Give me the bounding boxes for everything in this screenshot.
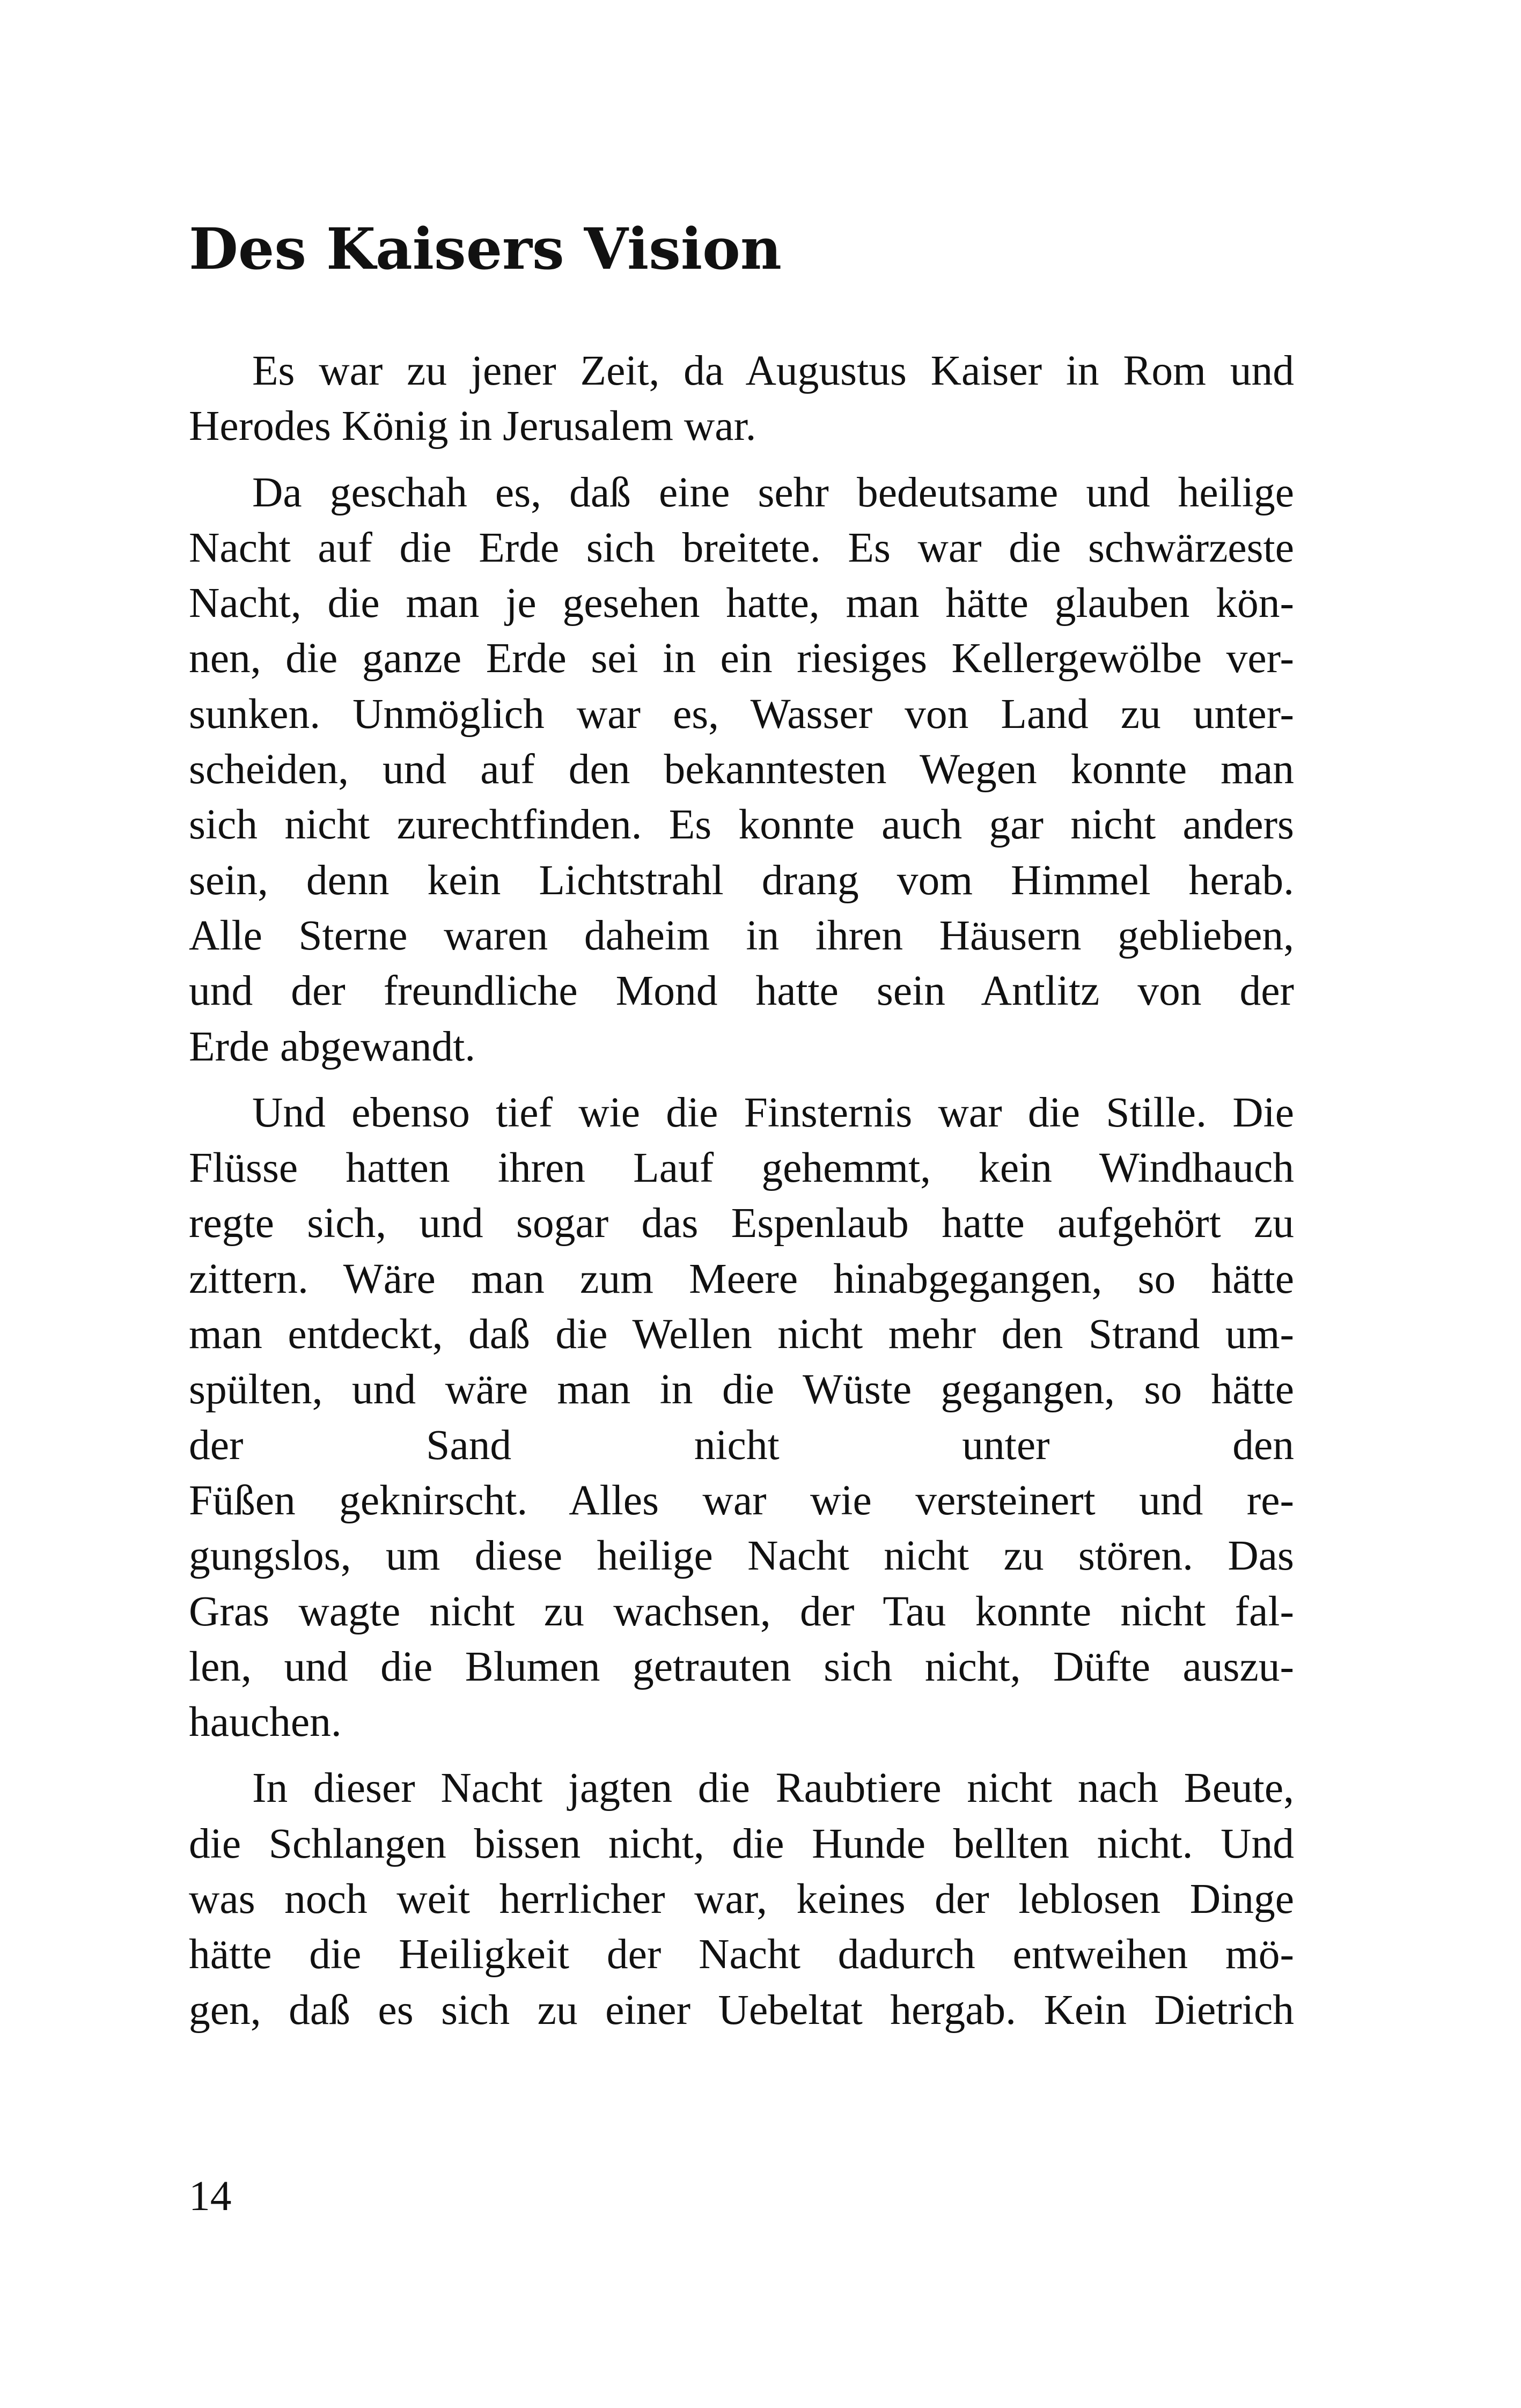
chapter-title: Des Kaisers Vision	[189, 215, 782, 282]
text-line: nen, die ganze Erde sei in ein riesiges Kellergewölbe ver-	[189, 635, 1294, 682]
text-line: gen, daß es sich zu einer Uebeltat hergab. Kein Dietrich	[189, 1986, 1294, 2034]
text-line: spülten, und wäre man in die Wüste gegangen, so hätte	[189, 1366, 1294, 1413]
text-line: sunken. Unmöglich war es, Wasser von Land zu unter-	[189, 690, 1294, 738]
text-line: und der freundliche Mond hatte sein Antlitz von der	[189, 967, 1294, 1015]
text-line: man entdeckt, daß die Wellen nicht mehr den Strand um-	[189, 1310, 1294, 1358]
paragraph-2	[189, 465, 1294, 1074]
text-line: Nacht, die man je gesehen hatte, man hätte glauben kön-	[189, 579, 1294, 627]
text-line: sein, denn kein Lichtstrahl drang vom Himmel herab.	[189, 856, 1294, 904]
text-line: was noch weit herrlicher war, keines der leblosen Dinge	[189, 1875, 1294, 1923]
paragraph-4	[189, 1761, 1294, 2037]
text-line: Es war zu jener Zeit, da Augustus Kaiser in Rom und	[252, 347, 1294, 394]
text-line: gungslos, um diese heilige Nacht nicht zu stören. Das	[189, 1532, 1294, 1580]
text-line: die Schlangen bissen nicht, die Hunde bellten nicht. Und	[189, 1820, 1294, 1867]
text-line: In dieser Nacht jagten die Raubtiere nicht nach Beute,	[252, 1764, 1294, 1812]
text-line: scheiden, und auf den bekanntesten Wegen konnte man	[189, 746, 1294, 793]
text-line: hätte die Heiligkeit der Nacht dadurch entweihen mö-	[189, 1931, 1294, 1978]
text-line: Nacht auf die Erde sich breitete. Es war die schwärzeste	[189, 524, 1294, 571]
text-line: Füßen geknirscht. Alles war wie versteinert und re-	[189, 1476, 1294, 1524]
text-line: zittern. Wäre man zum Meere hinabgegangen, so hätte	[189, 1255, 1294, 1302]
text-line: der Sand nicht unter den	[189, 1421, 1294, 1469]
text-line: Herodes König in Jerusalem war.	[189, 402, 756, 450]
page-number: 14	[189, 2173, 232, 2220]
text-line: Und ebenso tief wie die Finsternis war die Stille. Die	[252, 1088, 1294, 1136]
text-line: Alle Sterne waren daheim in ihren Häusern geblieben,	[189, 911, 1294, 959]
text-line: regte sich, und sogar das Espenlaub hatte aufgehört zu	[189, 1199, 1294, 1247]
paragraph-3	[189, 1085, 1294, 1750]
text-line: Erde abgewandt.	[189, 1022, 476, 1070]
text-line: Flüsse hatten ihren Lauf gehemmt, kein Windhauch	[189, 1144, 1294, 1192]
text-line: Da geschah es, daß eine sehr bedeutsame und heilige	[252, 468, 1294, 516]
text-line: hauchen.	[189, 1698, 342, 1746]
text-line: Gras wagte nicht zu wachsen, der Tau konnte nicht fal-	[189, 1587, 1294, 1635]
paragraph-1	[189, 343, 1294, 454]
text-line: sich nicht zurechtfinden. Es konnte auch gar nicht anders	[189, 801, 1294, 849]
text-line: len, und die Blumen getrauten sich nicht, Düfte auszu-	[189, 1643, 1294, 1690]
body-text	[189, 343, 1294, 2049]
